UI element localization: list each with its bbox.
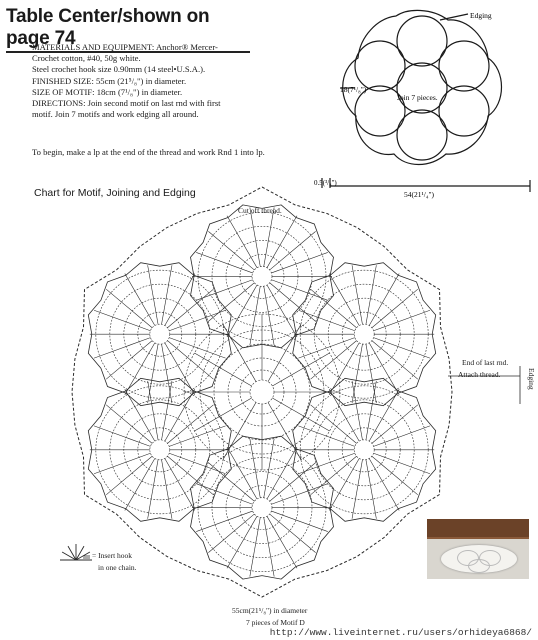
materials-line: SIZE OF MOTIF: 18cm (7¹/₈") in diameter. — [32, 86, 183, 97]
chart-edging-label: Edging — [527, 368, 536, 390]
motif-scallop — [88, 378, 231, 521]
motif-ring — [342, 428, 386, 472]
motif-spoke — [167, 405, 213, 444]
motif-spoke — [329, 274, 359, 326]
motif-ring — [328, 298, 400, 370]
motif-spoke — [298, 338, 354, 359]
motif-scallop — [293, 263, 436, 406]
motif-ring — [110, 284, 210, 384]
motif-ring — [354, 440, 374, 460]
motif-spoke — [250, 439, 260, 498]
motif-ring — [342, 312, 386, 356]
motif-spoke — [374, 426, 430, 447]
motif-spoke — [125, 389, 155, 441]
chart-title: Chart for Motif, Joining and Edging — [34, 187, 196, 199]
motif-ring — [138, 428, 182, 472]
motif-spoke — [196, 484, 252, 505]
motif-spoke — [106, 341, 152, 380]
motif-spoke — [162, 460, 172, 519]
motif-spoke — [169, 310, 225, 331]
motif-spoke — [369, 458, 399, 510]
motif-ring — [212, 458, 312, 558]
motif-spoke — [270, 463, 316, 502]
materials-line: Steel crochet hook size 0.90mm (14 steel•U.S.A.). — [32, 64, 206, 75]
center-ring — [250, 380, 274, 404]
motif-ring — [150, 440, 170, 460]
motif-spoke — [167, 456, 213, 495]
motif-spoke — [267, 516, 297, 568]
motif-spoke — [271, 511, 327, 532]
materials-line: Crochet cotton, #40, 50g white. — [32, 53, 141, 64]
motif-ring — [138, 312, 182, 356]
motif-spoke — [227, 216, 257, 268]
motif-spoke — [270, 231, 316, 270]
motif-ring — [240, 254, 284, 298]
join-label: Join 7 pieces. — [397, 93, 438, 102]
motif-spoke — [372, 456, 418, 495]
motif-ring — [150, 324, 170, 344]
motif-spoke — [374, 338, 430, 359]
insert-hook-label-2: in one chain. — [98, 563, 137, 572]
motif-scallop — [293, 378, 436, 521]
motif-spoke — [374, 310, 430, 331]
motif-spoke — [366, 344, 376, 403]
motif-spoke — [125, 458, 155, 510]
motif-ring — [198, 444, 326, 572]
motif-spoke — [208, 463, 254, 502]
motif-ring — [314, 400, 414, 500]
motif-spoke — [366, 265, 376, 324]
motif-spoke — [298, 453, 354, 474]
edging-outline — [72, 187, 452, 597]
center-ring — [184, 314, 340, 470]
motif-ring — [314, 284, 414, 384]
insert-hook-symbol — [60, 544, 92, 560]
spoke-line — [272, 398, 329, 431]
motif-spoke — [369, 274, 399, 326]
materials-line: motif. Join 7 motifs and work edging all around. — [32, 109, 199, 120]
motif-spoke — [271, 484, 327, 505]
finished-photo — [427, 519, 529, 579]
motif-spoke — [264, 517, 274, 576]
materials-line: FINISHED SIZE: 55cm (21⁵/₈") in diameter. — [32, 75, 187, 86]
motif-spoke — [227, 447, 257, 499]
center-ring — [200, 330, 324, 454]
motif-spoke — [311, 289, 357, 328]
motif-spoke — [196, 511, 252, 532]
motif-ring — [212, 226, 312, 326]
motif-spoke — [162, 381, 172, 440]
motif-ring — [252, 498, 272, 518]
motif-spoke — [352, 381, 362, 440]
spoke-line — [268, 324, 301, 381]
motif-spoke — [267, 216, 297, 268]
center-ring — [214, 344, 310, 440]
motif-spoke — [125, 274, 155, 326]
end-last-rnd-label: End of last rnd. — [462, 358, 509, 367]
motif-spoke — [106, 289, 152, 328]
motif-ring — [300, 386, 428, 514]
total-width-label: 54(21¹/₄") — [404, 190, 435, 199]
motif-spoke — [264, 439, 274, 498]
motif-spoke — [250, 207, 260, 266]
motif-spoke — [227, 285, 257, 337]
spoke-line — [194, 398, 251, 431]
motif-ring — [124, 414, 196, 486]
center-ring — [240, 370, 284, 414]
motif-spoke — [369, 389, 399, 441]
diameter-label: 55cm(21⁵/₈") in diameter — [232, 606, 308, 615]
motif-ring — [198, 212, 326, 340]
motif-spoke — [311, 456, 357, 495]
motif-spoke — [125, 343, 155, 395]
motif-spoke — [271, 280, 327, 301]
motif-spoke — [352, 460, 362, 519]
edge-width-label: 0.5(³/₈") — [314, 179, 337, 187]
motif-ring — [252, 266, 272, 286]
layout-diagram — [300, 4, 536, 200]
attach-label: Attach thread. — [458, 370, 501, 379]
motif-ring — [110, 400, 210, 500]
motif-spoke — [369, 343, 399, 395]
motif-circle — [397, 63, 447, 113]
motif-spoke — [270, 283, 316, 322]
motif-spoke — [270, 514, 316, 553]
insert-hook-label: = Insert hook — [92, 551, 133, 560]
motif-spoke — [366, 381, 376, 440]
motif-spoke — [165, 343, 195, 395]
motif-spoke — [271, 252, 327, 273]
motif-size-label: 18(7¹/₈") — [340, 85, 367, 94]
motif-spoke — [167, 341, 213, 380]
motif-spoke — [352, 265, 362, 324]
motif-spoke — [374, 453, 430, 474]
motif-spoke — [196, 280, 252, 301]
motif-spoke — [208, 283, 254, 322]
motif-ring — [96, 386, 224, 514]
motif-ring — [354, 324, 374, 344]
motif-spoke — [169, 426, 225, 447]
motif-spoke — [372, 289, 418, 328]
motif-ring — [226, 240, 298, 312]
spoke-line — [272, 353, 329, 386]
motif-ring — [226, 472, 298, 544]
motif-spoke — [311, 341, 357, 380]
motif-spoke — [329, 389, 359, 441]
materials-line: MATERIALS AND EQUIPMENT: Anchor® Mercer- — [32, 42, 218, 52]
motif-spoke — [352, 344, 362, 403]
motif-spoke — [208, 231, 254, 270]
motif-spoke — [169, 453, 225, 474]
motif-spoke — [169, 338, 225, 359]
edging-label: Edging — [470, 11, 492, 20]
motif-spoke — [264, 286, 274, 345]
motif-spoke — [196, 252, 252, 273]
motif-spoke — [167, 289, 213, 328]
motif-spoke — [94, 338, 150, 359]
motif-spoke — [329, 458, 359, 510]
motif-ring — [96, 270, 224, 398]
motif-spoke — [298, 310, 354, 331]
motif-spoke — [165, 458, 195, 510]
motif-spoke — [148, 344, 158, 403]
motif-spoke — [298, 426, 354, 447]
motif-spoke — [165, 389, 195, 441]
motif-circle — [397, 16, 447, 66]
spoke-line — [194, 353, 251, 386]
cut-off-label: Cut off thread. — [238, 206, 282, 215]
motif-spoke — [329, 343, 359, 395]
motif-scallop — [191, 205, 334, 348]
motif-spoke — [94, 426, 150, 447]
spoke-line — [268, 402, 301, 459]
motif-spoke — [162, 265, 172, 324]
motif-spoke — [94, 310, 150, 331]
motif-spoke — [227, 516, 257, 568]
motif-spoke — [372, 341, 418, 380]
motif-spoke — [208, 514, 254, 553]
center-ring — [228, 358, 296, 426]
spoke-line — [223, 324, 256, 381]
motif-spoke — [311, 405, 357, 444]
watermark: http://www.liveinternet.ru/users/orhideya6868/ — [269, 627, 532, 638]
motif-spoke — [267, 447, 297, 499]
motif-ring — [300, 270, 428, 398]
page-title: Table Center/shown on page 74 — [6, 6, 250, 53]
motif-spoke — [94, 453, 150, 474]
motif-spoke — [372, 405, 418, 444]
motif-spoke — [250, 517, 260, 576]
motif-spoke — [264, 207, 274, 266]
motif-spoke — [165, 274, 195, 326]
motif-spoke — [250, 286, 260, 345]
motif-spoke — [267, 285, 297, 337]
motif-spoke — [148, 460, 158, 519]
motif-scallop — [88, 263, 231, 406]
pieces-label: 7 pieces of Motif D — [246, 618, 305, 627]
materials-block — [32, 42, 267, 120]
begin-instruction: To begin, make a lp at the end of the thread and work Rnd 1 into lp. — [32, 147, 265, 157]
motif-ring — [124, 298, 196, 370]
motif-spoke — [148, 265, 158, 324]
spoke-line — [223, 402, 256, 459]
motif-spoke — [366, 460, 376, 519]
motif-spoke — [106, 405, 152, 444]
motif-spoke — [148, 381, 158, 440]
motif-ring — [240, 486, 284, 530]
motif-ring — [328, 414, 400, 486]
motif-spoke — [162, 344, 172, 403]
motif-scallop — [191, 436, 334, 579]
materials-line: DIRECTIONS: Join second motif on last rnd with first — [32, 98, 221, 109]
motif-spoke — [106, 456, 152, 495]
